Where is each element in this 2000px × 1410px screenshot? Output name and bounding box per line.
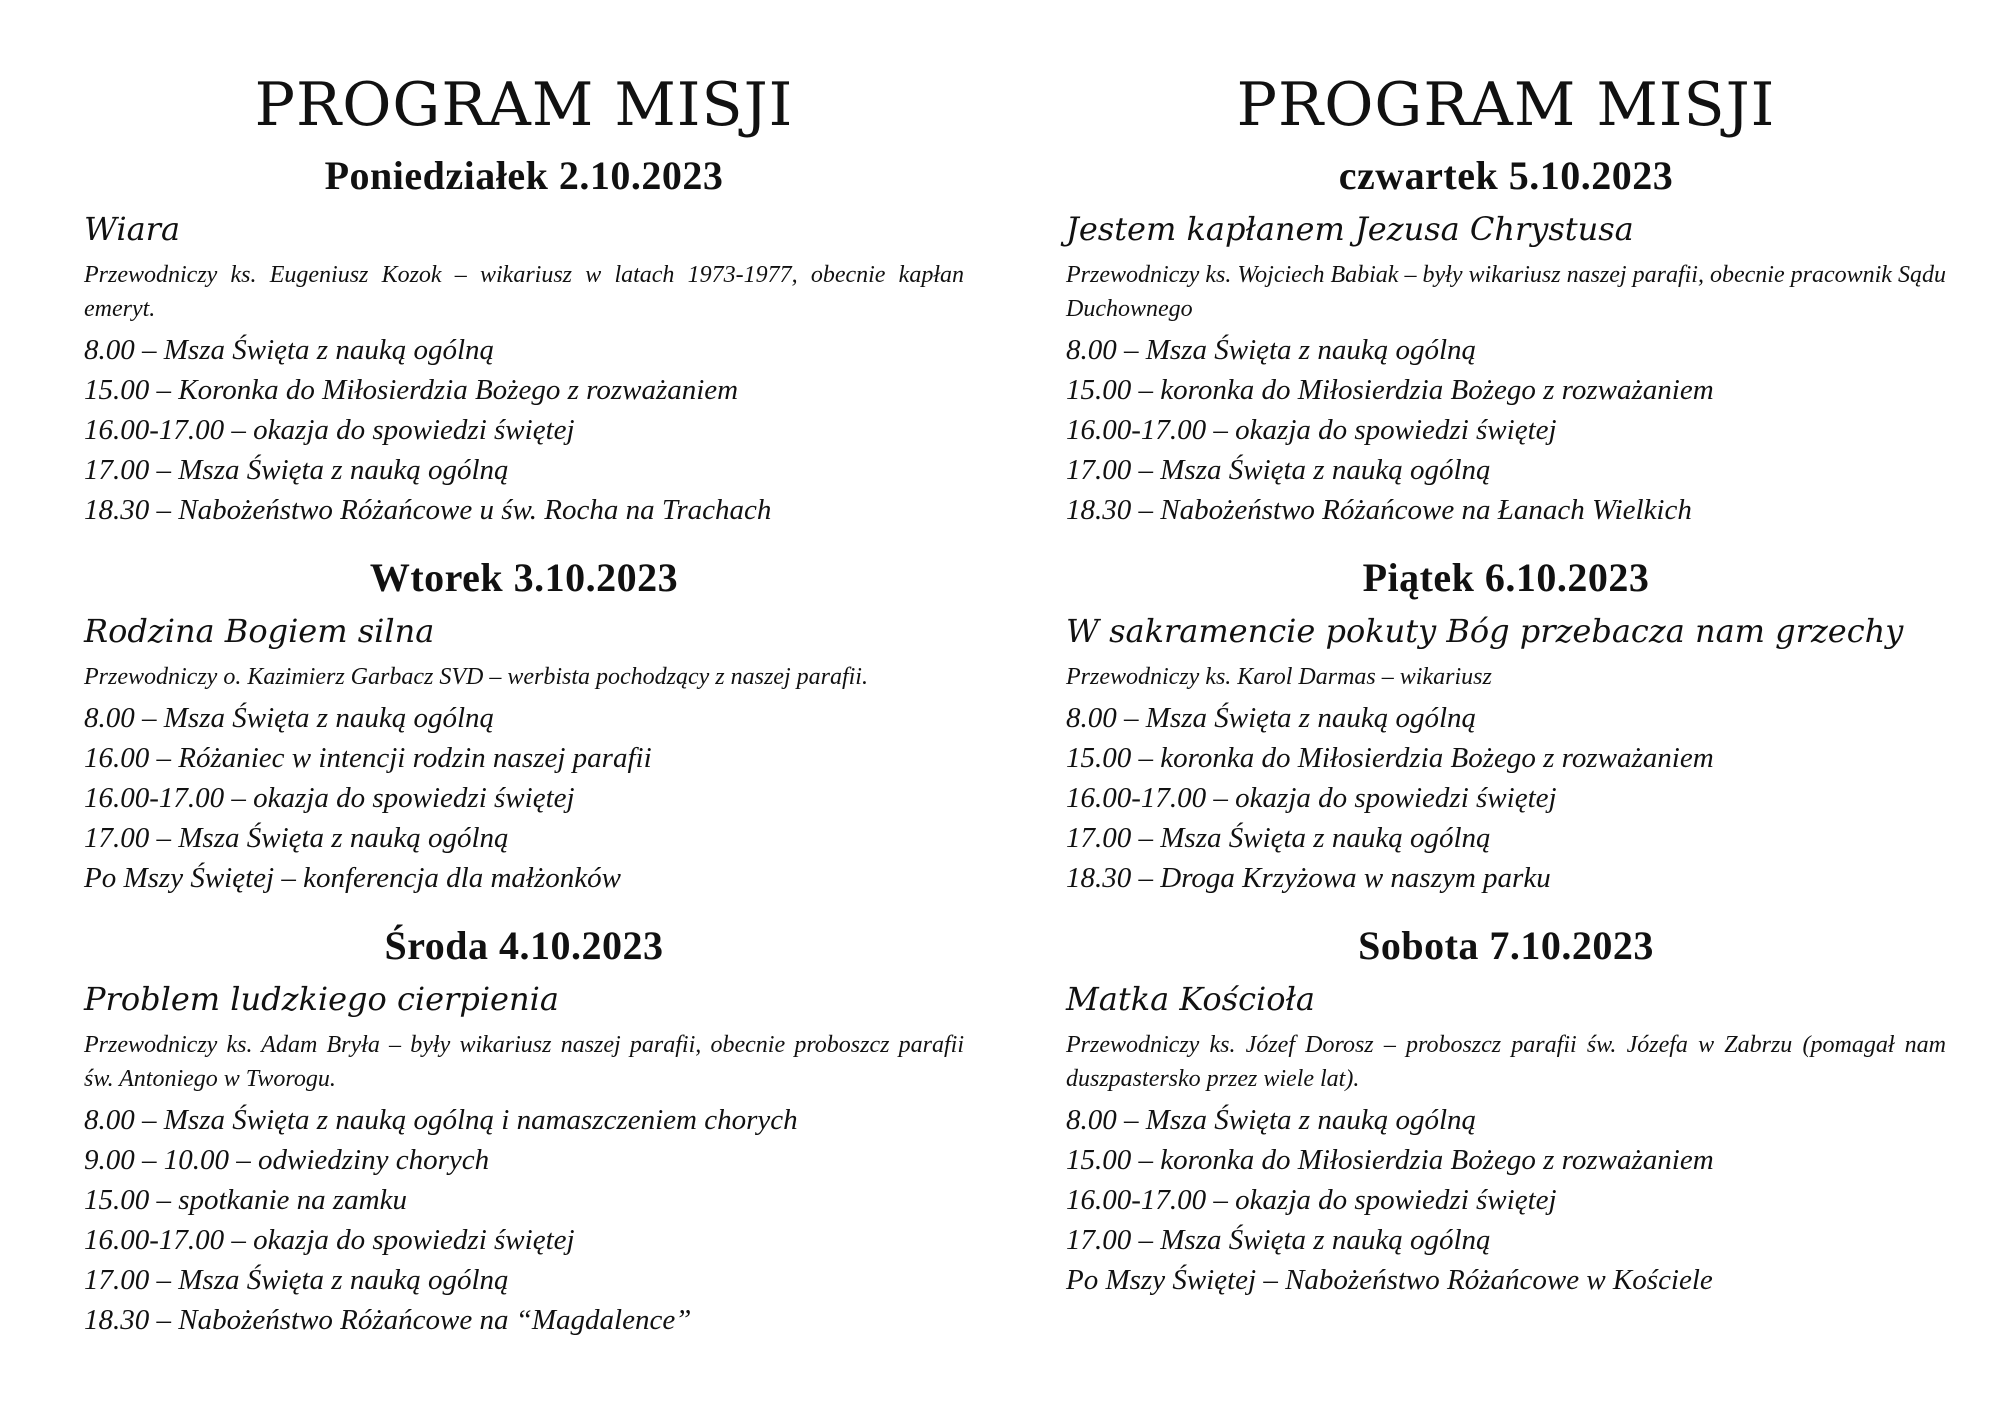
event-item: 15.00 – spotkanie na zamku — [84, 1184, 407, 1216]
day-theme: Wiara — [84, 210, 181, 248]
day-section-tuesday — [84, 554, 964, 898]
event-item: 17.00 – Msza Święta z nauką ogólną — [1066, 1224, 1491, 1256]
event-item: 17.00 – Msza Święta z nauką ogólną — [84, 822, 509, 854]
event-item: 15.00 – Koronka do Miłosierdzia Bożego z rozważaniem — [84, 374, 739, 406]
event-item: 8.00 – Msza Święta z nauką ogólną — [84, 334, 495, 366]
day-theme: Problem ludzkiego cierpienia — [84, 980, 559, 1018]
event-item: 16.00-17.00 – okazja do spowiedzi świętej — [84, 414, 575, 446]
event-item: 17.00 – Msza Święta z nauką ogólną — [1066, 454, 1491, 486]
event-item: 9.00 – 10.00 – odwiedziny chorych — [84, 1144, 490, 1176]
event-item: Po Mszy Świętej – konferencja dla małżonków — [84, 862, 621, 894]
day-heading: Poniedziałek 2.10.2023 — [324, 153, 724, 198]
event-item: 16.00-17.00 – okazja do spowiedzi świętej — [84, 782, 575, 814]
day-theme: Jestem kapłanem Jezusa Chrystusa — [1066, 210, 1634, 248]
event-item: 18.30 – Droga Krzyżowa w naszym parku — [1066, 862, 1551, 894]
day-heading: Piątek 6.10.2023 — [1362, 555, 1650, 600]
event-item: 16.00-17.00 – okazja do spowiedzi świętej — [1066, 782, 1557, 814]
event-item: 15.00 – koronka do Miłosierdzia Bożego z rozważaniem — [1066, 1144, 1714, 1176]
event-item: 16.00-17.00 – okazja do spowiedzi świętej — [1066, 1184, 1557, 1216]
left-column — [84, 0, 964, 1340]
day-leader: Przewodniczy o. Kazimierz Garbacz SVD – werbista pochodzący z naszej parafii. — [84, 664, 868, 690]
day-leader: Przewodniczy ks. Karol Darmas – wikariusz — [1066, 664, 1492, 690]
event-item: 17.00 – Msza Święta z nauką ogólną — [84, 454, 509, 486]
day-heading: czwartek 5.10.2023 — [1338, 153, 1674, 198]
page-title: PROGRAM MISJI — [1236, 70, 1776, 140]
event-list — [1066, 1100, 1946, 1300]
event-item: 18.30 – Nabożeństwo Różańcowe na Łanach Wielkich — [1066, 494, 1692, 526]
day-theme: W sakramencie pokuty Bóg przebacza nam grzechy — [1066, 612, 1904, 650]
event-item: 16.00-17.00 – okazja do spowiedzi świętej — [84, 1224, 575, 1256]
day-leader: Przewodniczy ks. Adam Bryła – były wikariusz naszej parafii, obecnie proboszcz parafii św. Antoniego w Tworogu. — [84, 1032, 964, 1092]
right-column — [1066, 0, 1946, 1300]
event-list — [1066, 330, 1946, 530]
day-heading: Wtorek 3.10.2023 — [369, 555, 679, 600]
day-leader: Przewodniczy ks. Wojciech Babiak – były wikariusz naszej parafii, obecnie pracownik Sądu Duchownego — [1066, 262, 1946, 322]
day-leader: Przewodniczy ks. Eugeniusz Kozok – wikariusz w latach 1973-1977, obecnie kapłan emeryt. — [84, 262, 964, 322]
event-item: 8.00 – Msza Święta z nauką ogólną — [1066, 702, 1477, 734]
day-leader: Przewodniczy ks. Józef Dorosz – proboszcz parafii św. Józefa w Zabrzu (pomagał nam duszpastersko przez wiele lat). — [1066, 1032, 1946, 1092]
event-item: 16.00-17.00 – okazja do spowiedzi świętej — [1066, 414, 1557, 446]
event-list — [84, 698, 964, 898]
event-item: Po Mszy Świętej – Nabożeństwo Różańcowe w Kościele — [1066, 1264, 1713, 1296]
day-section-friday — [1066, 554, 1946, 898]
day-section-saturday — [1066, 922, 1946, 1300]
day-theme: Matka Kościoła — [1066, 980, 1315, 1018]
event-item: 16.00 – Różaniec w intencji rodzin naszej parafii — [84, 742, 652, 774]
event-item: 18.30 – Nabożeństwo Różańcowe na “Magdalence” — [84, 1304, 692, 1336]
day-heading: Środa 4.10.2023 — [384, 923, 664, 968]
event-list — [84, 330, 964, 530]
event-list — [1066, 698, 1946, 898]
event-item: 18.30 – Nabożeństwo Różańcowe u św. Rocha na Trachach — [84, 494, 772, 526]
day-section-thursday — [1066, 152, 1946, 530]
page-title: PROGRAM MISJI — [254, 70, 794, 140]
event-item: 8.00 – Msza Święta z nauką ogólną i namaszczeniem chorych — [84, 1104, 798, 1136]
event-item: 8.00 – Msza Święta z nauką ogólną — [1066, 334, 1477, 366]
day-section-monday — [84, 152, 964, 530]
event-item: 17.00 – Msza Święta z nauką ogólną — [84, 1264, 509, 1296]
day-section-wednesday — [84, 922, 964, 1340]
day-heading: Sobota 7.10.2023 — [1358, 923, 1654, 968]
event-list — [84, 1100, 964, 1340]
event-item: 17.00 – Msza Święta z nauką ogólną — [1066, 822, 1491, 854]
event-item: 15.00 – koronka do Miłosierdzia Bożego z rozważaniem — [1066, 742, 1714, 774]
day-theme: Rodzina Bogiem silna — [84, 612, 435, 650]
event-item: 15.00 – koronka do Miłosierdzia Bożego z rozważaniem — [1066, 374, 1714, 406]
event-item: 8.00 – Msza Święta z nauką ogólną — [1066, 1104, 1477, 1136]
event-item: 8.00 – Msza Święta z nauką ogólną — [84, 702, 495, 734]
